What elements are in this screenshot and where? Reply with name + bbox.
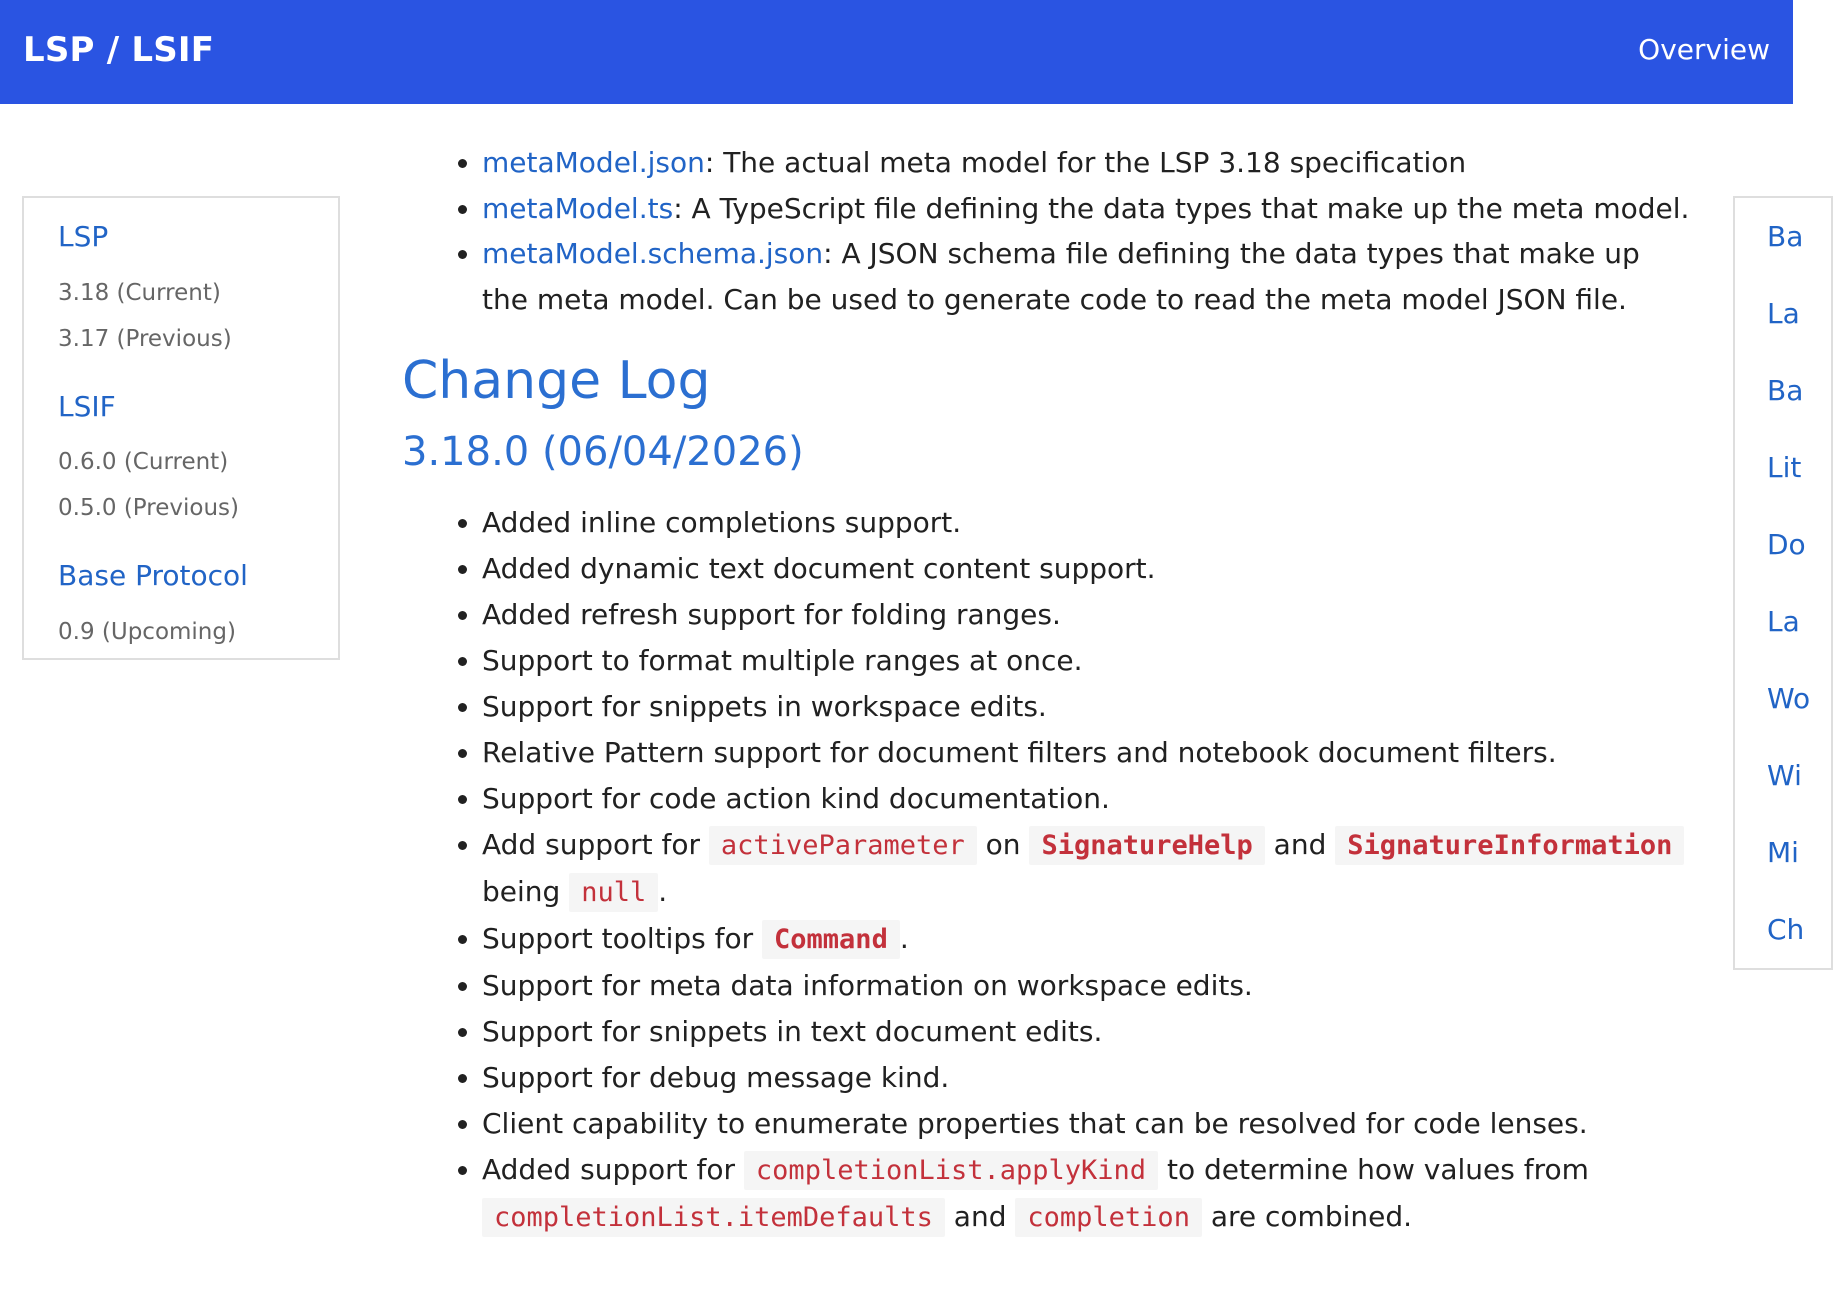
inline-code: completion [1015,1198,1202,1237]
list-item: • Support to format multiple ranges at once. [482,638,1692,684]
toc-item[interactable]: Do [1767,528,1806,561]
list-item-text: : The actual meta model for the LSP 3.18 specification [704,146,1467,179]
list-item: • Support for snippets in text document edits. [482,1009,1692,1055]
list-item-text: Add support for [482,828,709,862]
list-item [482,186,1692,232]
inline-code: activeParameter [709,826,977,865]
list-item: • Support for debug message kind. [482,1055,1692,1101]
inline-code: SignatureInformation [1335,826,1684,865]
nav-lsp-link[interactable]: LSP [58,220,109,253]
changelog-list [402,500,1692,1241]
nav-lsp-3-18-link[interactable]: 3.18 (Current) [58,280,221,306]
toc-item[interactable]: La [1767,605,1800,638]
list-item: • Added refresh support for folding ranges. [482,592,1692,638]
nav-base-0-9-link[interactable]: 0.9 (Upcoming) [58,619,236,645]
list-item [482,231,1692,322]
main-content [402,140,1692,1241]
list-item-text: Added support for [482,1153,744,1187]
nav-overview-link[interactable]: Overview [1638,33,1770,66]
list-item: • Added dynamic text document content support. [482,546,1692,592]
toc-item[interactable]: Mi [1767,836,1799,869]
list-item: • Client capability to enumerate properties that can be resolved for code lenses. [482,1101,1692,1147]
metamodel-json-link[interactable]: metaModel.json [482,146,705,179]
metamodel-schema-link[interactable]: metaModel.schema.json [482,237,824,270]
top-navbar [0,0,1793,104]
meta-model-list [402,140,1692,322]
toc-item[interactable]: La [1767,297,1800,330]
toc-item[interactable]: Wi [1767,759,1802,792]
toc-item[interactable]: Lit [1767,451,1802,484]
list-item-text: and [1264,828,1336,862]
list-item: • Support for code action kind documentation. [482,776,1692,822]
list-item-text: are combined. [1201,1200,1413,1234]
inline-code: completionList.itemDefaults [482,1198,945,1237]
list-item-text: : A JSON schema file defining the data types that make up the meta model. Can be used to generate code to read the meta model JSON file. [482,237,1640,316]
nav-lsp-3-17-link[interactable]: 3.17 (Previous) [58,326,232,352]
nav-lsif-0-6-0-link[interactable]: 0.6.0 (Current) [58,449,229,475]
list-item-text: . [899,922,909,956]
list-item: • Support for snippets in workspace edits. [482,684,1692,730]
toc-item[interactable]: Ba [1767,374,1804,407]
list-item: • Support for meta data information on workspace edits. [482,963,1692,1009]
list-item-text: being [482,875,570,909]
nav-base-protocol-link[interactable]: Base Protocol [58,559,248,592]
list-item-text: . [658,875,668,909]
inline-code: completionList.applyKind [744,1151,1158,1190]
list-item: • Relative Pattern support for document filters and notebook document filters. [482,730,1692,776]
inline-code: SignatureHelp [1029,826,1264,865]
metamodel-ts-link[interactable]: metaModel.ts [482,191,674,225]
right-toc-nav [1733,196,1833,970]
list-item-text: on [976,828,1030,862]
inline-code: null [569,873,658,912]
list-item-text: and [944,1200,1016,1234]
list-item [482,140,1692,186]
left-version-nav [22,196,340,660]
inline-code: Command [762,920,900,959]
list-item [482,822,1692,916]
list-item: • Added inline completions support. [482,500,1692,546]
list-item [482,916,1692,963]
version-heading: 3.18.0 (06/04/2026) [402,429,804,476]
list-item-text: : A TypeScript file defining the data types that make up the meta model. [673,191,1690,225]
nav-lsif-0-5-0-link[interactable]: 0.5.0 (Previous) [58,495,239,521]
change-log-heading: Change Log [402,351,711,411]
nav-lsif-link[interactable]: LSIF [58,390,116,423]
toc-item[interactable]: Ba [1767,220,1804,253]
list-item-text: Support tooltips for [482,922,763,956]
toc-item[interactable]: Ch [1767,913,1805,946]
list-item-text: to determine how values from [1158,1153,1589,1187]
toc-item[interactable]: Wo [1767,682,1811,715]
brand-link[interactable]: LSP / LSIF [23,30,215,70]
list-item [482,1147,1692,1241]
